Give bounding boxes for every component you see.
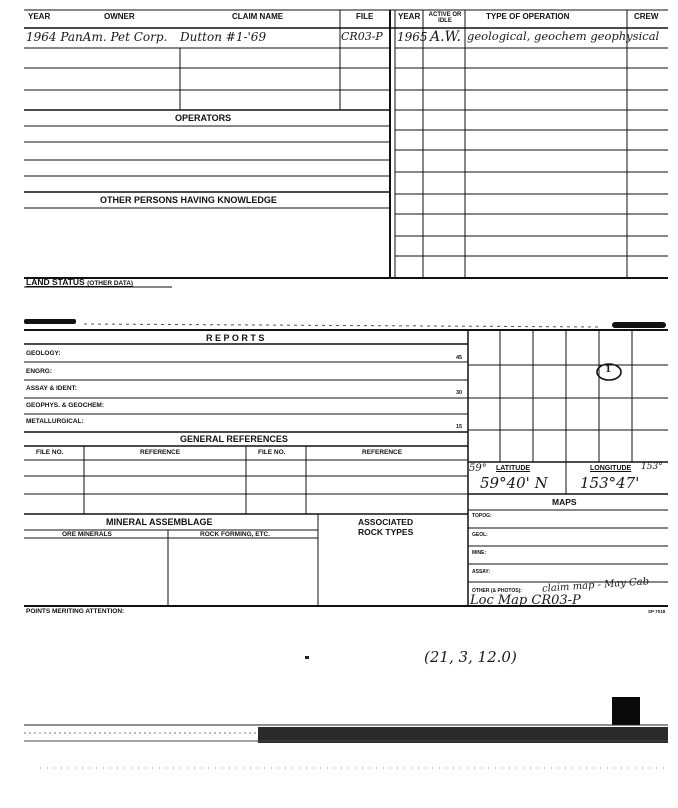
header-file: FILE: [356, 12, 374, 21]
maps-mine: MINE:: [472, 550, 487, 556]
col-reference: REFERENCE: [140, 449, 181, 456]
maps-loc-map-handwritten: Loc Map CR03-P: [470, 593, 581, 608]
report-assay-num: 30: [456, 390, 463, 396]
latitude-label: LATITUDE: [496, 465, 531, 472]
land-status-heading: LAND STATUS (OTHER DATA): [26, 277, 134, 287]
entry-claim-name: Dutton #1-'69: [180, 30, 267, 44]
col-ore-minerals: ORE MINERALS: [62, 531, 112, 538]
header-claim-name: CLAIM NAME: [232, 12, 284, 21]
handwritten-annotation: (21, 3, 12.0): [424, 648, 517, 666]
longitude-value: 153°47': [580, 474, 640, 492]
points-meriting-attention: POINTS MERITING ATTENTION:: [26, 608, 125, 615]
entry-status: A.W.: [430, 29, 461, 45]
general-references-heading: GENERAL REFERENCES: [180, 434, 288, 444]
maps-other-handwritten: claim map - May Cab: [541, 576, 650, 595]
col-file-no-2: FILE NO.: [258, 449, 286, 456]
report-metallurgical-num: 15: [456, 424, 463, 430]
col-reference-2: REFERENCE: [362, 449, 403, 456]
report-geology: GEOLOGY:: [26, 350, 61, 357]
longitude-label: LONGITUDE: [590, 465, 632, 472]
reports-heading: R E P O R T S: [206, 333, 265, 343]
header-type-of-operation: TYPE OF OPERATION: [486, 12, 570, 21]
entry-file: CR03-P: [341, 30, 383, 43]
entry-year: 1965: [397, 30, 428, 44]
associated-label: ASSOCIATED: [358, 517, 414, 527]
maps-geol: GEOL:: [472, 532, 488, 538]
form-number: SP 7018: [648, 609, 666, 614]
report-engrg: ENGRG:: [26, 368, 52, 375]
report-assay: ASSAY & IDENT:: [26, 385, 77, 392]
latitude-value: 59°40' N: [480, 474, 548, 492]
col-rock-forming: ROCK FORMING, ETC.: [200, 531, 271, 538]
header-year-2: YEAR: [398, 12, 421, 21]
report-geophys: GEOPHYS. & GEOCHEM:: [26, 402, 105, 409]
mineral-assemblage-heading: MINERAL ASSEMBLAGE: [106, 517, 213, 527]
header-crew: CREW: [634, 12, 659, 21]
other-persons-heading: OTHER PERSONS HAVING KNOWLEDGE: [100, 195, 277, 205]
longitude-suffix: 153°: [641, 462, 663, 472]
rock-types-label: ROCK TYPES: [358, 527, 414, 537]
header-owner: OWNER: [104, 12, 135, 21]
col-file-no: FILE NO.: [36, 449, 64, 456]
entry-operation: geological, geochem geophysical: [467, 29, 660, 43]
header-active-idle: ACTIVE OR IDLE: [428, 12, 462, 24]
maps-assay: ASSAY:: [472, 569, 491, 575]
latitude-prefix: 59°: [469, 463, 487, 474]
header-year: YEAR: [28, 12, 51, 21]
report-geology-num: 45: [456, 355, 463, 361]
maps-other: OTHER (& PHOTOS):: [472, 588, 522, 594]
maps-topog: TOPOG:: [472, 513, 492, 519]
report-metallurgical: METALLURGICAL:: [26, 418, 84, 425]
grid-circled-mark: 1: [605, 365, 612, 375]
operators-heading: OPERATORS: [175, 113, 232, 123]
entry-year-owner: 1964 PanAm. Pet Corp.: [26, 30, 168, 44]
maps-heading: MAPS: [552, 497, 577, 507]
